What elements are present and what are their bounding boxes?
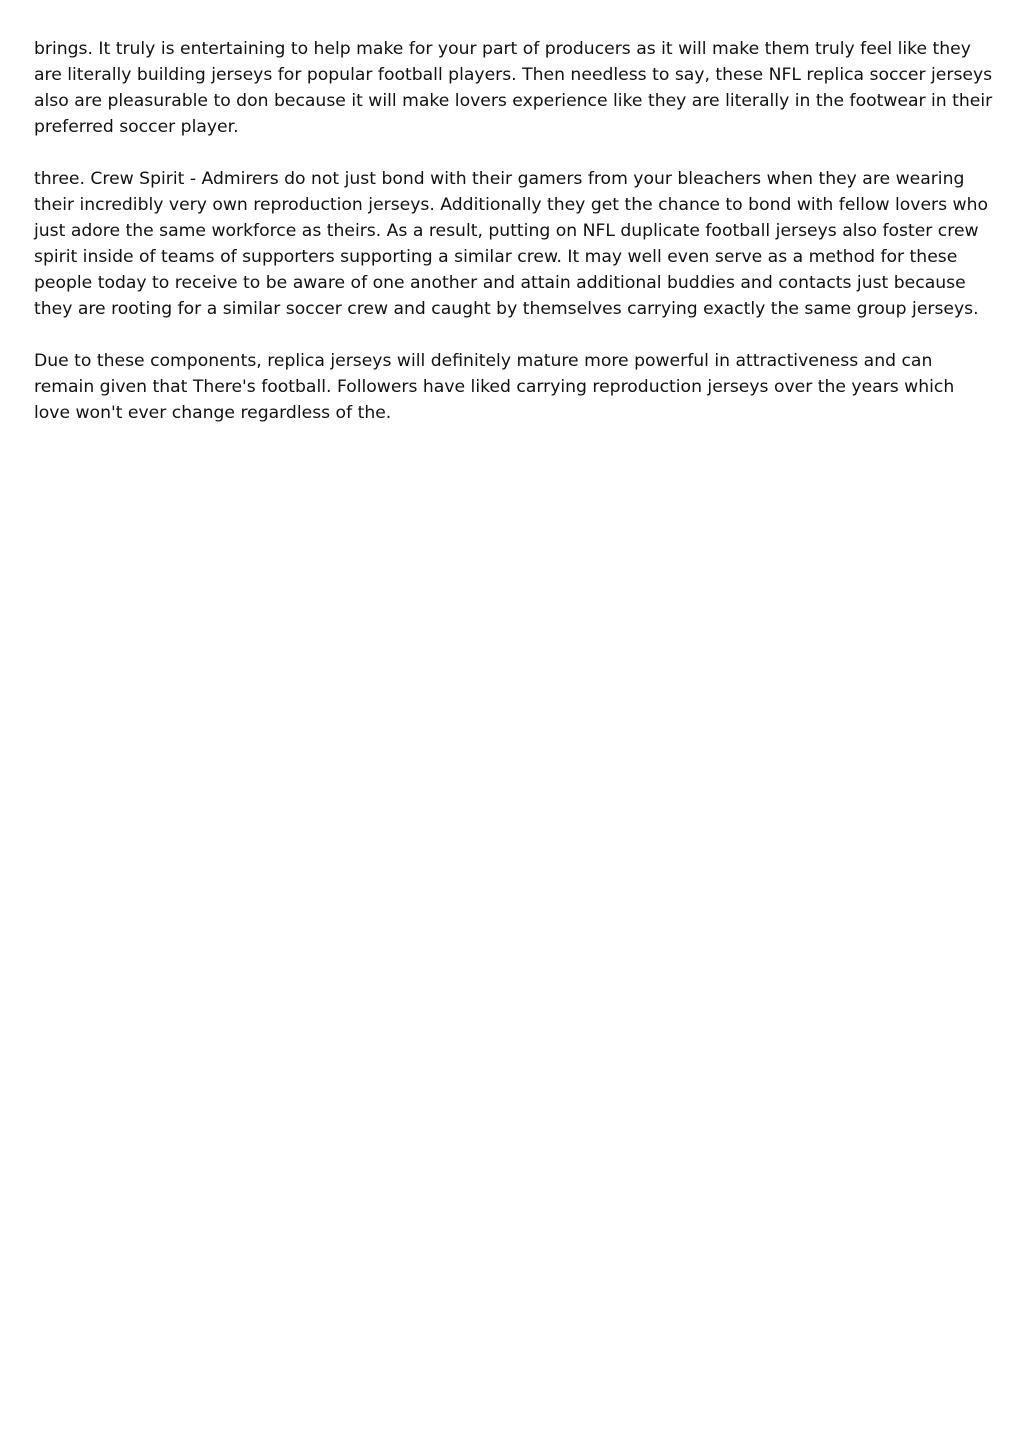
document-page [34, 36, 994, 452]
paragraph-3: Due to these components, replica jerseys will definitely mature more powerful in attractiveness and can remain given that There's football. Followers have liked carrying reproduction jerseys over the years which love won't ever change regardless of the. [34, 351, 955, 423]
paragraph-2: three. Crew Spirit - Admirers do not just bond with their gamers from your bleachers when they are wearing their incredibly very own reproduction jerseys. Additionally they get the chance to bond with fellow lovers who just adore the same workforce as theirs. As a result, putting on NFL duplicate football jerseys also foster crew spirit inside of teams of supporters supporting a similar crew. It may well even serve as a method for these people today to receive to be aware of one another and attain additional buddies and contacts just because they are rooting for a similar soccer crew and caught by themselves carrying exactly the same group jerseys. [34, 169, 988, 319]
paragraph-1: brings. It truly is entertaining to help make for your part of producers as it will make them truly feel like they are literally building jerseys for popular football players. Then needless to say, these NFL replica soccer jerseys also are pleasurable to don because it will make lovers experience like they are literally in the footwear in their preferred soccer player. [34, 39, 993, 137]
